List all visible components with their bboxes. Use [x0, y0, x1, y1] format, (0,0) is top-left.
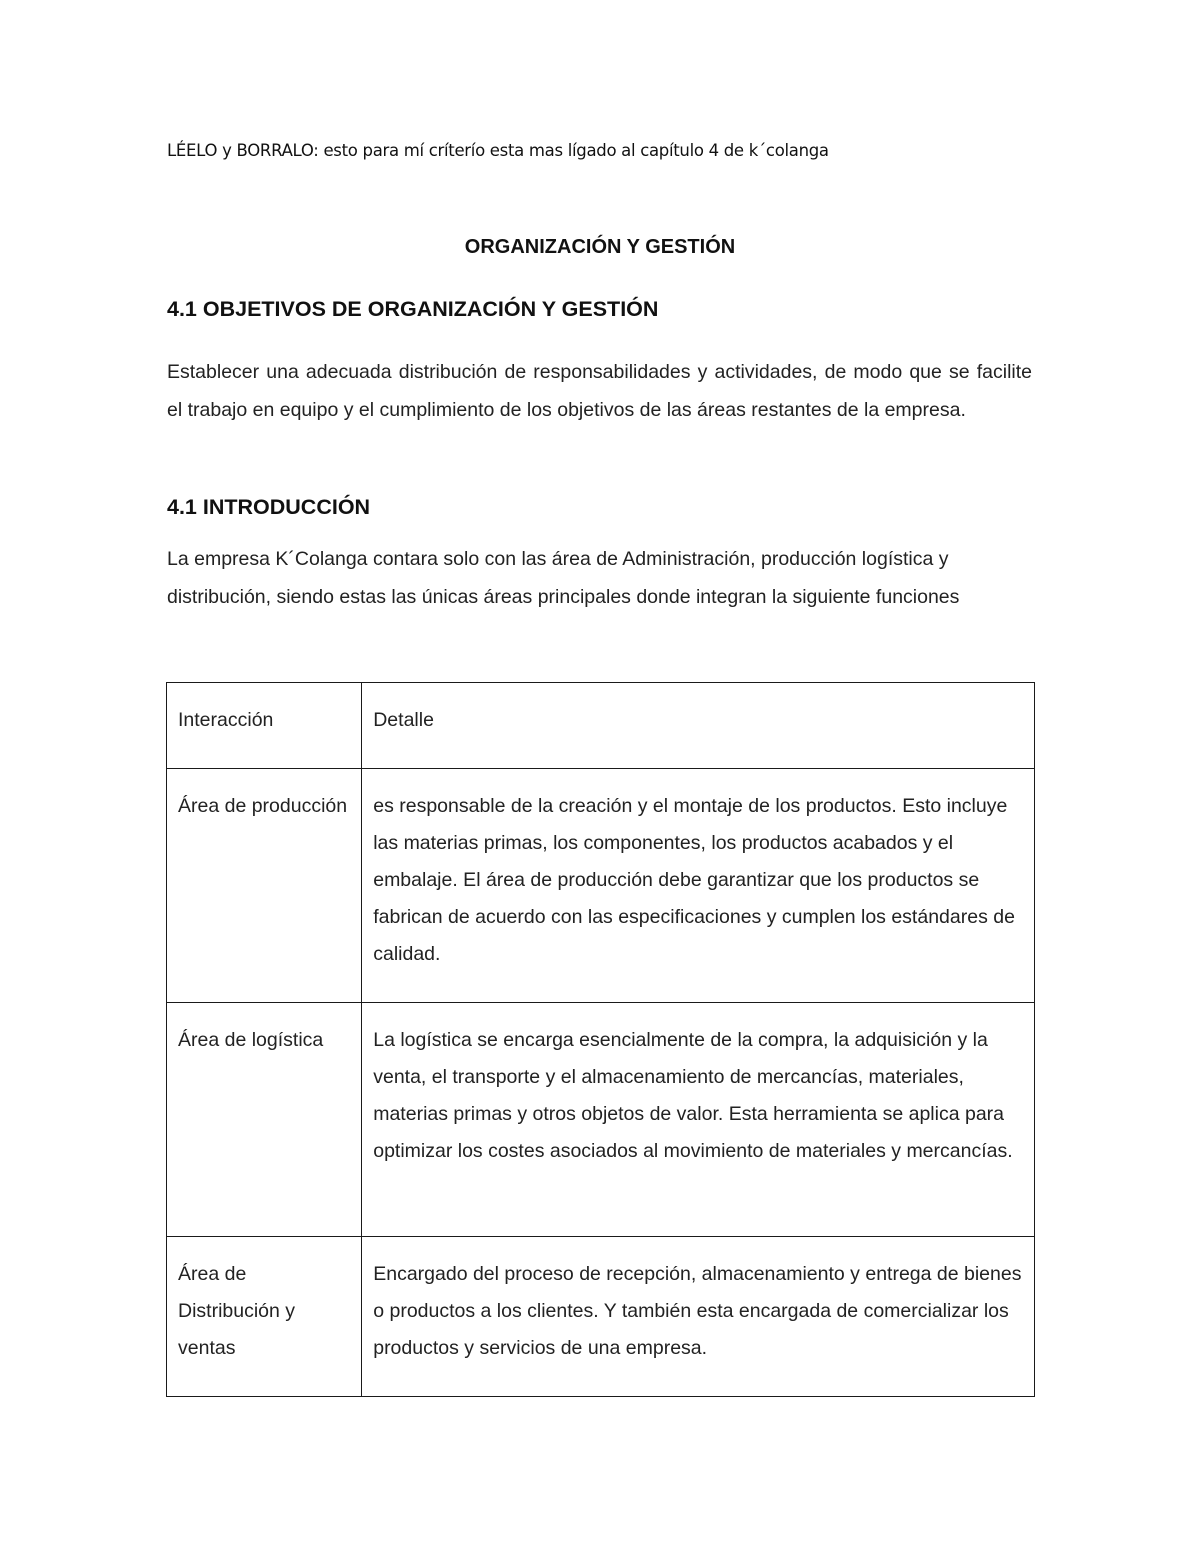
table-cell-detail: La logística se encarga esencialmente de la compra, la adquisición y la venta, el transporte y el almacenamiento de mercancías, materiales, materias primas y otros objetos de valor. Esta herramienta se aplica para optimizar los costes asociados al movimiento de materiales y mercancías.: [362, 1003, 1035, 1237]
section-heading-introduccion: 4.1 INTRODUCCIÓN: [167, 495, 371, 519]
table-header-cell: Detalle: [362, 683, 1035, 769]
table-cell-detail: Encargado del proceso de recepción, almacenamiento y entrega de bienes o productos a los clientes. Y también esta encargada de comercializar los productos y servicios de una empresa.: [362, 1237, 1035, 1397]
table-cell-detail: es responsable de la creación y el montaje de los productos. Esto incluye las materias primas, los componentes, los productos acabados y el embalaje. El área de producción debe garantizar que los productos se fabrican de acuerdo con las especificaciones y cumplen los estándares de calidad.: [362, 769, 1035, 1003]
table-header-row: [167, 683, 1035, 769]
paragraph-introduccion: La empresa K´Colanga contara solo con las área de Administración, producción logística y distribución, siendo estas las únicas áreas principales donde integran la siguiente funciones: [167, 548, 960, 608]
section-heading-objetivos: 4.1 OBJETIVOS DE ORGANIZACIÓN Y GESTIÓN: [167, 297, 659, 321]
table-cell-area: Área de producción: [167, 769, 362, 1003]
document-title: ORGANIZACIÓN Y GESTIÓN: [464, 236, 736, 258]
table-cell-area: Área de Distribución y ventas: [167, 1237, 362, 1397]
paragraph-objetivos: Establecer una adecuada distribución de responsabilidades y actividades, de modo que se facilite el trabajo en equipo y el cumplimiento de los objetivos de las áreas restantes de la empresa.: [167, 361, 1032, 421]
table-header-cell: Interacción: [167, 683, 362, 769]
table-row: [167, 769, 1035, 1003]
table-cell-area: Área de logística: [167, 1003, 362, 1237]
table-row: [167, 1003, 1035, 1237]
table-row: [167, 1237, 1035, 1397]
editor-note: LÉELO y BORRALO: esto para mí críterío esta mas lígado al capítulo 4 de k´colanga: [167, 141, 829, 160]
functions-table: [166, 682, 1035, 1397]
